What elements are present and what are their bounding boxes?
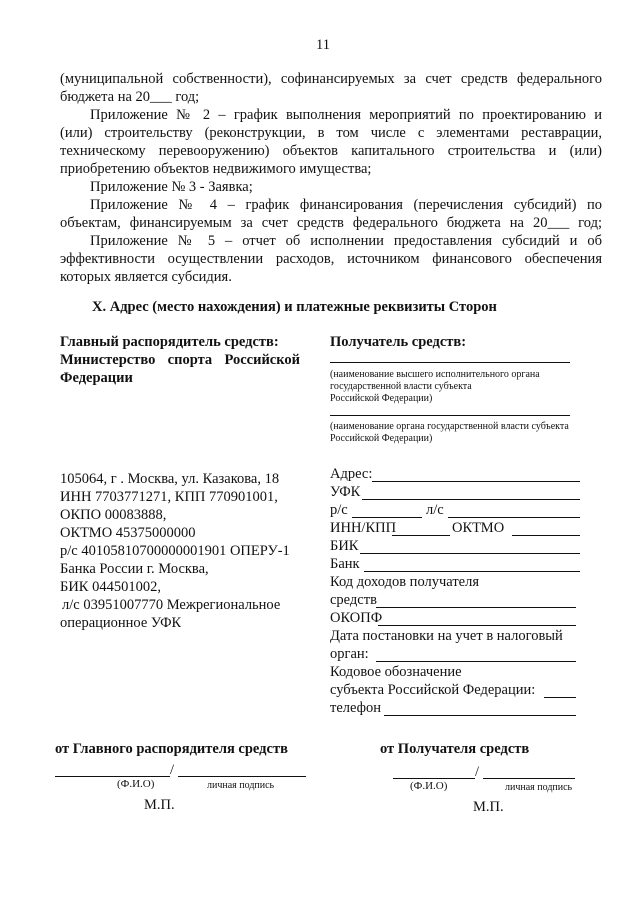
right-fio-line[interactable]	[393, 778, 475, 779]
region-code-field[interactable]	[544, 697, 576, 698]
inn-kpp-field[interactable]	[392, 535, 450, 536]
income-code-label: средств	[330, 592, 377, 608]
ufk-field[interactable]	[362, 499, 580, 500]
section-title: X. Адрес (место нахождения) и платежные реквизиты Сторон	[92, 299, 497, 315]
right-slash: /	[475, 764, 480, 780]
tax-date-label: Дата постановки на учет в налоговый	[330, 628, 563, 644]
oktmo-label: ОКТМО	[452, 520, 505, 536]
phone-label: телефон	[330, 700, 382, 716]
appendix-2-line: (или) строительству (реконструкции, в том числе с элементами реставрации,	[60, 125, 602, 141]
tax-date-field[interactable]	[376, 661, 576, 662]
right-stamp: М.П.	[473, 799, 504, 815]
bik-field[interactable]	[360, 553, 580, 554]
appendix-4-line: Приложение № 4 – график финансирования (перечисления субсидий) по	[90, 197, 602, 213]
inn-kpp-label: ИНН/КПП	[330, 520, 397, 536]
rs-field[interactable]	[352, 517, 422, 518]
note-line: государственной власти субъекта	[330, 381, 472, 392]
ls-label: л/с	[426, 502, 444, 518]
left-signature-caption: личная подпись	[207, 780, 275, 791]
appendix-2-line: техническому перевооружению) объектов капитального строительства и (или)	[60, 143, 602, 159]
left-bik: БИК 044501002,	[60, 579, 161, 595]
region-code-label: Кодовое обозначение	[330, 664, 462, 680]
bank-field[interactable]	[364, 571, 580, 572]
left-heading: Главный распорядитель средств:	[60, 334, 279, 350]
recipient-name-line[interactable]	[330, 362, 570, 363]
left-heading: Федерации	[60, 370, 133, 386]
left-account: р/с 40105810700000001901 ОПЕРУ-1	[60, 543, 290, 559]
note-line: (наименование органа государственной власти субъекта	[330, 421, 569, 432]
left-signature-title: от Главного распорядителя средств	[55, 741, 288, 757]
region-code-label: субъекта Российской Федерации:	[330, 682, 536, 698]
left-fio-line[interactable]	[55, 776, 170, 777]
body-line: бюджета на 20___ год;	[60, 89, 200, 105]
income-code-label: Код доходов получателя	[330, 574, 480, 590]
income-code-field[interactable]	[376, 607, 576, 608]
note-line: Российской Федерации)	[330, 433, 433, 444]
tax-date-label: орган:	[330, 646, 369, 662]
phone-field[interactable]	[384, 715, 576, 716]
appendix-5-line: которых является субсидия.	[60, 269, 232, 285]
right-heading: Получатель средств:	[330, 334, 467, 350]
recipient-authority-line[interactable]	[330, 415, 570, 416]
bank-label: Банк	[330, 556, 360, 572]
ls-field[interactable]	[448, 517, 580, 518]
right-signature-title: от Получателя средств	[380, 741, 530, 757]
left-signature-line[interactable]	[178, 776, 306, 777]
address-field[interactable]	[372, 481, 580, 482]
oktmo-field[interactable]	[512, 535, 580, 536]
left-ls: операционное УФК	[60, 615, 182, 631]
left-inn-kpp: ИНН 7703771271, КПП 770901001,	[60, 489, 278, 505]
left-fio-caption: (Ф.И.О)	[117, 778, 155, 790]
left-address: 105064, г . Москва, ул. Казакова, 18	[60, 471, 280, 487]
okopf-label: ОКОПФ	[330, 610, 383, 626]
okopf-field[interactable]	[378, 625, 576, 626]
ufk-label: УФК	[330, 484, 361, 500]
right-signature-caption: личная подпись	[505, 782, 573, 793]
left-oktmo: ОКТМО 45375000000	[60, 525, 196, 541]
address-label: Адрес:	[330, 466, 373, 482]
left-ls: л/с 03951007770 Межрегиональное	[62, 597, 281, 613]
appendix-5-line: Приложение № 5 – отчет об исполнении предоставления субсидий и об	[90, 233, 602, 249]
appendix-5-line: эффективности осуществлении расходов, источником финансового обеспечения	[60, 251, 602, 267]
left-okpo: ОКПО 00083888,	[60, 507, 167, 523]
appendix-2-line: приобретению объектов недвижимого имущества;	[60, 161, 372, 177]
left-heading: Министерство спорта Российской	[60, 352, 300, 368]
bik-label: БИК	[330, 538, 359, 554]
rs-label: р/с	[330, 502, 348, 518]
page-number: 11	[316, 37, 330, 53]
note-line: (наименование высшего исполнительного органа	[330, 369, 540, 380]
body-line: (муниципальной собственности), софинансируемых за счет средств федерального	[60, 71, 602, 87]
note-line: Российской Федерации)	[330, 393, 433, 404]
appendix-2-line: Приложение № 2 – график выполнения мероприятий по проектированию и	[90, 107, 602, 123]
left-stamp: М.П.	[144, 797, 175, 813]
left-bank: Банка России г. Москва,	[60, 561, 209, 577]
right-signature-line[interactable]	[483, 778, 575, 779]
appendix-3-line: Приложение № 3 - Заявка;	[90, 179, 253, 195]
appendix-4-line: объектам, финансируемым за счет средств федерального бюджета на 20___ год;	[60, 215, 602, 231]
left-slash: /	[170, 762, 175, 778]
right-fio-caption: (Ф.И.О)	[410, 780, 448, 792]
